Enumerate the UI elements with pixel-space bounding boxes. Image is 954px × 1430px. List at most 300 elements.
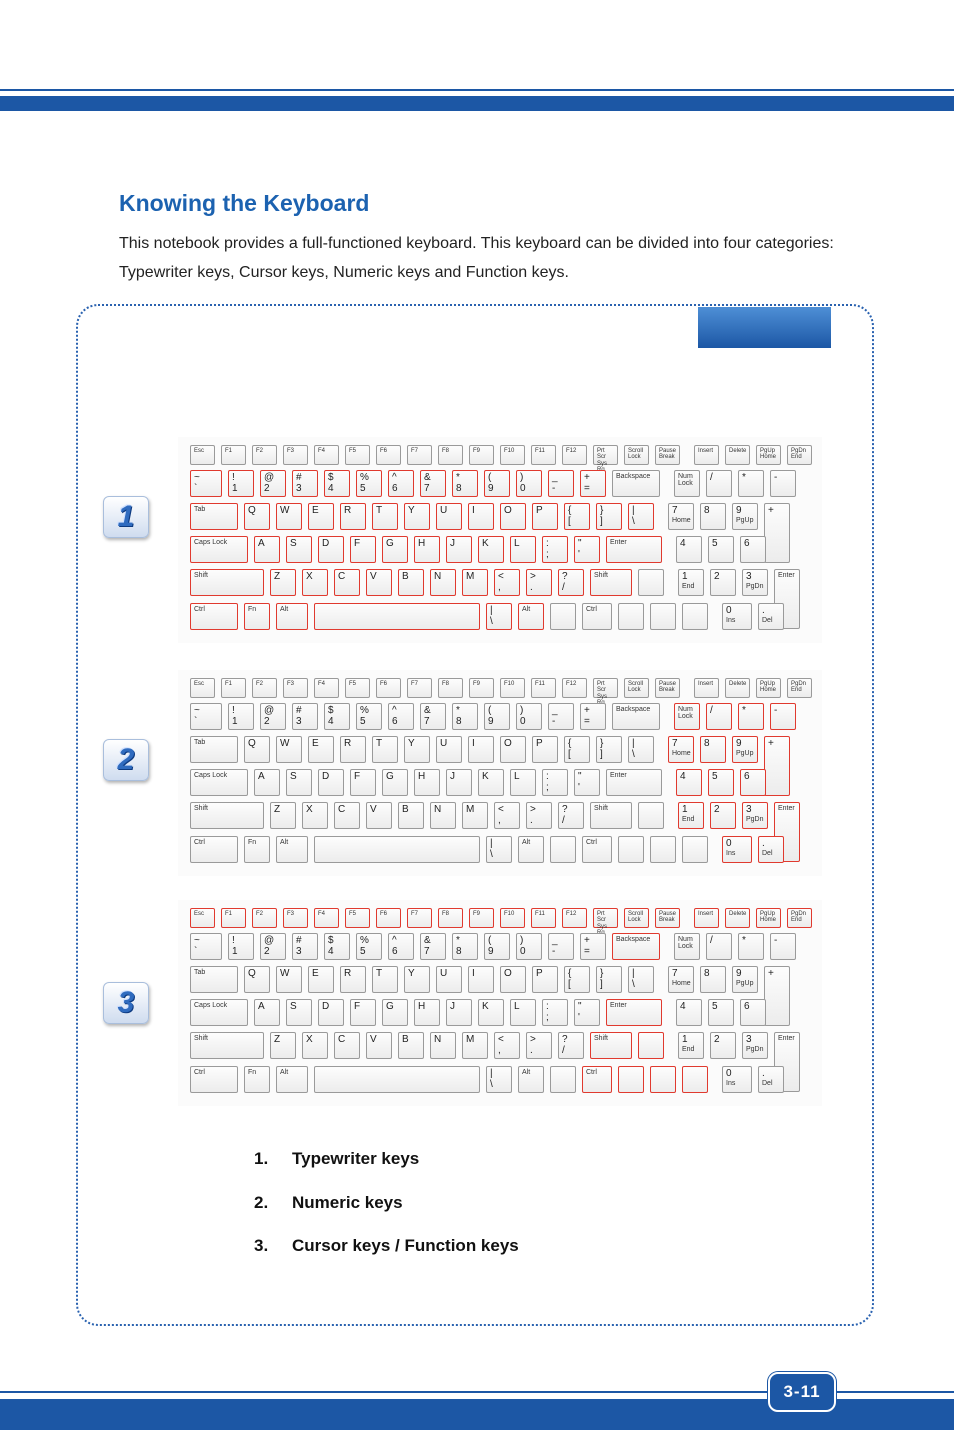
key-label: Shift	[194, 1035, 209, 1042]
key	[558, 802, 584, 829]
key-label: 4	[680, 1001, 686, 1012]
key	[244, 1066, 270, 1093]
key-label: G	[386, 771, 394, 782]
key-label: 1	[682, 804, 688, 815]
key-label: >	[530, 571, 536, 582]
key-label: 8	[456, 482, 462, 494]
key	[345, 908, 370, 928]
key-label: T	[376, 505, 383, 516]
key	[668, 503, 694, 530]
key-label: Pause	[659, 681, 677, 687]
key	[738, 703, 764, 730]
key-label: 7	[424, 482, 430, 494]
key-label: $	[328, 472, 334, 483]
key	[682, 603, 708, 630]
keyboard-typewriter	[178, 437, 822, 643]
key	[725, 678, 750, 698]
key-label: F2	[256, 681, 264, 687]
key-label: F3	[287, 681, 295, 687]
key-label: Lock	[678, 943, 693, 951]
key-label: Ins	[726, 849, 736, 857]
key	[314, 603, 480, 630]
key-label: *	[456, 472, 460, 483]
key	[366, 802, 392, 829]
key-label: F1	[225, 681, 233, 687]
key	[283, 678, 308, 698]
key	[420, 703, 446, 730]
key-label: PgDn	[746, 1045, 764, 1053]
key-label: [	[568, 748, 571, 760]
key-label: N	[434, 804, 442, 815]
key	[190, 966, 238, 993]
key-label: ^	[392, 472, 397, 483]
key-label: F5	[349, 681, 357, 687]
key	[254, 536, 280, 563]
key-label: 7	[424, 715, 430, 727]
key	[486, 1066, 512, 1093]
key-label: D	[322, 771, 330, 782]
key	[732, 966, 758, 993]
key-label: End	[791, 454, 802, 461]
header-rule	[0, 89, 954, 91]
key	[228, 703, 254, 730]
key	[676, 536, 702, 563]
key	[740, 536, 766, 563]
key-label: PgDn	[791, 681, 807, 687]
key-label: .	[762, 605, 765, 616]
key-label: `	[194, 715, 198, 727]
key-label: 0	[520, 945, 526, 957]
key-label: 8	[704, 968, 710, 979]
key-label: "	[578, 538, 582, 549]
key-label: ,	[498, 814, 501, 826]
key-label: ,	[498, 581, 501, 593]
legend-list	[254, 1149, 519, 1280]
key	[742, 802, 768, 829]
key	[580, 933, 606, 960]
key	[254, 769, 280, 796]
key-label: 2	[264, 945, 270, 957]
key	[756, 908, 781, 928]
key-label: Y	[408, 505, 415, 516]
key-label: F9	[473, 911, 481, 917]
key-label: ]	[600, 748, 603, 760]
key-label: 0	[726, 605, 732, 616]
key	[446, 536, 472, 563]
key-label: Break	[659, 687, 675, 694]
key	[494, 1032, 520, 1059]
key	[190, 836, 238, 863]
key-label: Enter	[610, 772, 627, 779]
key-label: ^	[392, 935, 397, 946]
key-label: X	[306, 571, 313, 582]
key-label: U	[440, 738, 448, 749]
key-label: .	[530, 814, 533, 826]
key-label: _	[552, 472, 558, 483]
key	[580, 470, 606, 497]
key-label: C	[338, 804, 346, 815]
key-label: _	[552, 935, 558, 946]
key-label: !	[232, 705, 235, 716]
key	[468, 503, 494, 530]
key-label: *	[742, 935, 746, 946]
key-label: ]	[600, 515, 603, 527]
key	[612, 933, 660, 960]
key-label: Num	[678, 706, 693, 713]
key-label: F6	[380, 681, 388, 687]
key-label: 4	[680, 538, 686, 549]
key-label: F4	[318, 448, 326, 454]
key-label: PgUp	[736, 749, 754, 757]
key-label: C	[338, 1034, 346, 1045]
key	[674, 470, 700, 497]
key	[376, 445, 401, 465]
key-label: Insert	[698, 911, 714, 917]
key-label: +	[584, 705, 590, 716]
key	[564, 503, 590, 530]
key-label: 5	[360, 482, 366, 494]
key	[469, 445, 494, 465]
key-label: Pause	[659, 911, 677, 917]
key	[725, 445, 750, 465]
key-label: *	[456, 935, 460, 946]
key	[742, 1032, 768, 1059]
key-label: T	[376, 968, 383, 979]
key	[532, 736, 558, 763]
key	[340, 503, 366, 530]
key-label: `	[194, 945, 198, 957]
key-label: [	[568, 515, 571, 527]
key	[564, 966, 590, 993]
key	[283, 445, 308, 465]
key	[286, 769, 312, 796]
key	[710, 569, 736, 596]
key	[260, 703, 286, 730]
key	[414, 769, 440, 796]
key-label: .	[530, 581, 533, 593]
key-label: ?	[562, 1034, 568, 1045]
key-label: End	[682, 582, 695, 590]
key	[244, 503, 270, 530]
key-label: (	[488, 472, 492, 483]
key	[650, 603, 676, 630]
key-label: M	[466, 571, 475, 582]
key	[618, 1066, 644, 1093]
key	[462, 802, 488, 829]
key	[420, 933, 446, 960]
key-label: F	[354, 771, 361, 782]
key	[190, 802, 264, 829]
key	[725, 908, 750, 928]
key-label: |	[632, 968, 635, 979]
key-label: I	[472, 968, 475, 979]
key	[564, 736, 590, 763]
key	[407, 678, 432, 698]
key-label: W	[280, 505, 290, 516]
marker-1: 1	[103, 496, 149, 538]
key	[582, 1066, 612, 1093]
key-label: Home	[672, 749, 691, 757]
key-label: Shift	[194, 805, 209, 812]
key-label: PgUp	[736, 979, 754, 987]
key-label: N	[434, 1034, 442, 1045]
key-label: >	[530, 1034, 536, 1045]
key-label: L	[514, 538, 520, 549]
key	[494, 802, 520, 829]
key	[500, 908, 525, 928]
key-label: Backspace	[616, 936, 651, 943]
key	[738, 933, 764, 960]
key-label: Z	[274, 1034, 281, 1045]
key-label: $	[328, 705, 334, 716]
key-label: 2	[714, 571, 720, 582]
key-label: }	[600, 505, 604, 516]
key-label: A	[258, 1001, 265, 1012]
key	[590, 1032, 632, 1059]
key	[404, 736, 430, 763]
legend-item: 1. Typewriter keys	[254, 1149, 420, 1168]
key-label: F12	[566, 448, 577, 454]
key	[678, 1032, 704, 1059]
key	[270, 569, 296, 596]
key-label: N	[434, 571, 442, 582]
key	[624, 678, 649, 698]
key-label: ~	[194, 935, 200, 946]
key	[462, 569, 488, 596]
key	[430, 569, 456, 596]
key-label: Enter	[778, 805, 795, 812]
key-label: 2	[714, 804, 720, 815]
key-label: (	[488, 935, 492, 946]
key-label: Tab	[194, 506, 206, 513]
key	[244, 836, 270, 863]
key-label: %	[360, 705, 369, 716]
key-label: &	[424, 472, 431, 483]
key-label: '	[578, 781, 580, 793]
key	[254, 999, 280, 1026]
key	[292, 703, 318, 730]
key	[500, 736, 526, 763]
key	[372, 736, 398, 763]
key	[582, 603, 612, 630]
key-label: Shift	[594, 805, 609, 812]
key-label: ;	[546, 548, 549, 560]
key-label: '	[578, 548, 580, 560]
key	[590, 802, 632, 829]
key	[510, 536, 536, 563]
key	[550, 1066, 576, 1093]
key	[550, 836, 576, 863]
key-label: B	[402, 804, 409, 815]
key-label: Delete	[729, 681, 747, 687]
key-label: Num	[678, 473, 693, 480]
key-label: Lock	[678, 713, 693, 721]
key	[345, 678, 370, 698]
key	[260, 933, 286, 960]
key	[276, 1066, 308, 1093]
key-label: Scroll	[628, 911, 644, 917]
key-label: <	[498, 1034, 504, 1045]
key-label: <	[498, 804, 504, 815]
key-label: '	[578, 1011, 580, 1023]
key-label: *	[742, 705, 746, 716]
key-label: 7	[672, 505, 678, 516]
key	[532, 966, 558, 993]
key-label: Lock	[678, 480, 693, 488]
key-label: 7	[672, 968, 678, 979]
key	[436, 736, 462, 763]
key-label: Ins	[726, 1079, 736, 1087]
key-label: Ctrl	[194, 606, 205, 613]
key-label: =	[584, 482, 590, 494]
key-label: 9	[488, 945, 494, 957]
key	[469, 678, 494, 698]
key	[682, 1066, 708, 1093]
key-label: 0	[726, 1068, 732, 1079]
key-label: *	[742, 472, 746, 483]
key	[438, 908, 463, 928]
key	[468, 736, 494, 763]
key	[407, 445, 432, 465]
key	[484, 703, 510, 730]
key	[606, 999, 662, 1026]
key	[414, 999, 440, 1026]
key	[722, 603, 752, 630]
key-label: {	[568, 738, 572, 749]
key	[366, 569, 392, 596]
key	[516, 933, 542, 960]
key-label: Home	[672, 979, 691, 987]
key	[478, 536, 504, 563]
key-label: F9	[473, 448, 481, 454]
key	[500, 503, 526, 530]
key	[314, 678, 339, 698]
key-label: /	[562, 1044, 565, 1056]
key-label: +	[768, 968, 774, 979]
key-label: Delete	[729, 448, 747, 454]
key	[407, 908, 432, 928]
key-label: 9	[736, 738, 742, 749]
key-label: 4	[328, 945, 334, 957]
key	[531, 445, 556, 465]
key-label: Shift	[194, 572, 209, 579]
key	[710, 802, 736, 829]
key	[276, 736, 302, 763]
key	[694, 445, 719, 465]
key-label: %	[360, 935, 369, 946]
key	[700, 503, 726, 530]
key	[190, 933, 222, 960]
key-label: G	[386, 1001, 394, 1012]
key	[787, 678, 812, 698]
key-label: R	[344, 968, 352, 979]
key	[606, 536, 662, 563]
key	[388, 470, 414, 497]
key	[562, 908, 587, 928]
key-label: F6	[380, 448, 388, 454]
key-label: \	[632, 748, 635, 760]
key-label: Ctrl	[586, 1069, 597, 1076]
key-label: Num	[678, 936, 693, 943]
key-label: F3	[287, 911, 295, 917]
key	[302, 569, 328, 596]
key-label: |	[490, 1068, 493, 1079]
key	[638, 569, 664, 596]
key-label: V	[370, 804, 377, 815]
key-label: ]	[600, 978, 603, 990]
key	[494, 569, 520, 596]
key	[190, 503, 238, 530]
key-label: /	[710, 705, 713, 716]
key-label: V	[370, 1034, 377, 1045]
key-label: F8	[442, 911, 450, 917]
key	[286, 999, 312, 1026]
key-label: 0	[520, 715, 526, 727]
key-label: I	[472, 505, 475, 516]
key	[558, 1032, 584, 1059]
key	[628, 736, 654, 763]
key-label: ~	[194, 472, 200, 483]
key-label: F	[354, 538, 361, 549]
key	[190, 603, 238, 630]
key	[542, 999, 568, 1026]
key-label: -	[552, 715, 556, 727]
key	[542, 769, 568, 796]
key-label: P	[536, 505, 543, 516]
key-label: J	[450, 1001, 455, 1012]
key-label: ^	[392, 705, 397, 716]
marker-2: 2	[103, 739, 149, 781]
key	[674, 933, 700, 960]
key-label: |	[632, 738, 635, 749]
key	[638, 802, 664, 829]
key-label: D	[322, 1001, 330, 1012]
key-label: S	[290, 771, 297, 782]
key-label: 3	[296, 715, 302, 727]
key	[252, 445, 277, 465]
key-label: 7	[672, 738, 678, 749]
key	[388, 933, 414, 960]
key-label: End	[682, 815, 695, 823]
key-label: Sys	[597, 923, 608, 930]
key-label: F3	[287, 448, 295, 454]
key	[532, 503, 558, 530]
key-label: .	[762, 838, 765, 849]
key-label: Caps Lock	[194, 539, 228, 546]
key-label: Alt	[522, 839, 531, 846]
key-label: ~	[194, 705, 200, 716]
key-label: Esc	[194, 911, 205, 917]
key	[430, 802, 456, 829]
key	[526, 802, 552, 829]
key	[548, 470, 574, 497]
key-label: W	[280, 968, 290, 979]
key-label: X	[306, 804, 313, 815]
key-label: T	[376, 738, 383, 749]
key	[324, 703, 350, 730]
key	[500, 678, 525, 698]
key	[270, 1032, 296, 1059]
key-label: P	[536, 738, 543, 749]
key-label: 9	[488, 482, 494, 494]
key-label: 2	[264, 482, 270, 494]
key	[758, 836, 784, 863]
key	[478, 999, 504, 1026]
key-label: +	[584, 472, 590, 483]
key-label: F12	[566, 681, 577, 687]
key	[308, 503, 334, 530]
key-label: 3	[296, 482, 302, 494]
